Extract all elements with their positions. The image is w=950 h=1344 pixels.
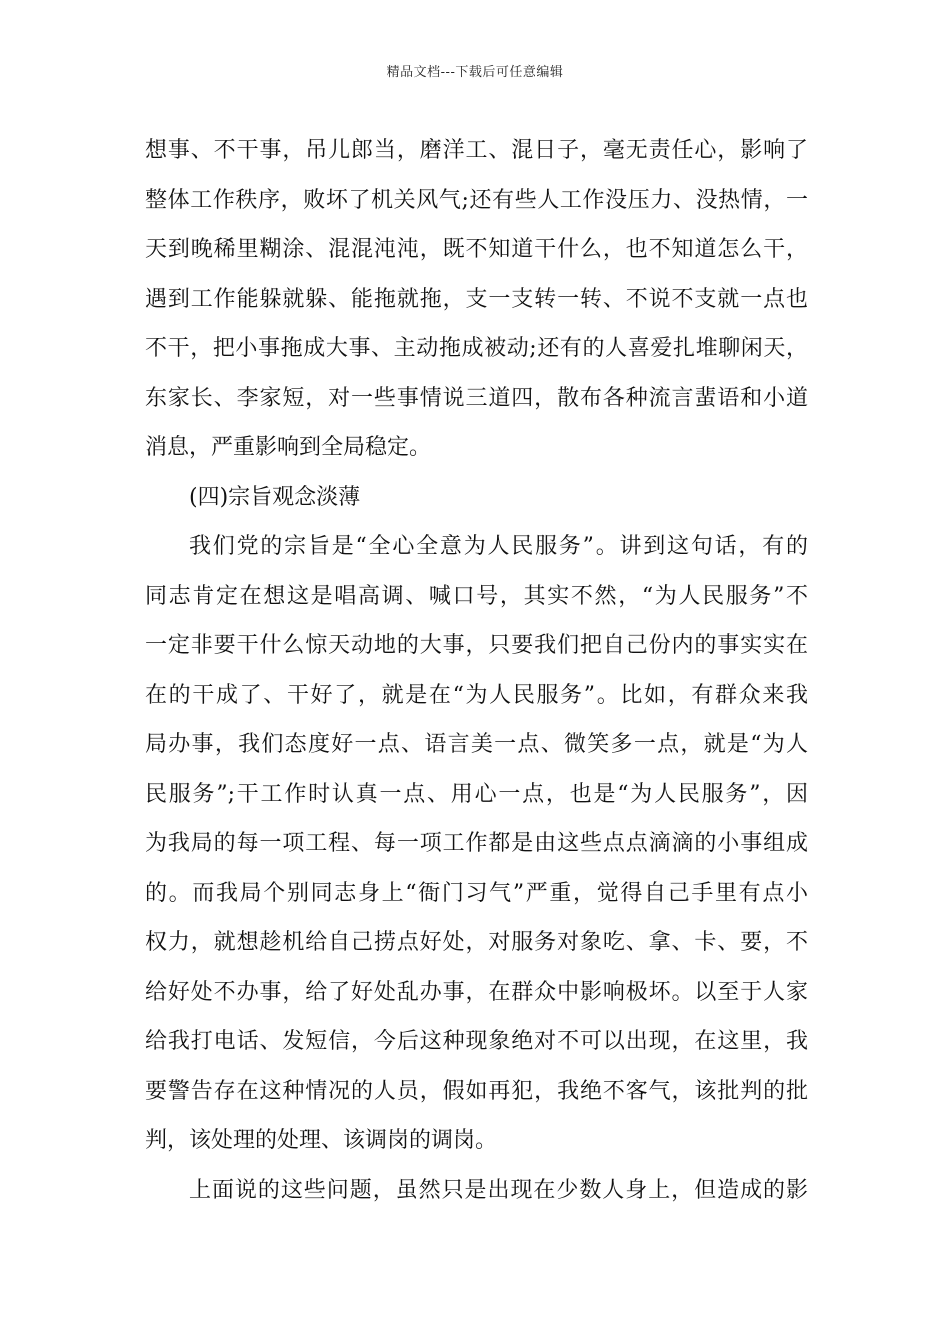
text-line: 天到晚稀里糊涂、混混沌沌，既不知道干什么，也不知道怎么干，: [145, 237, 808, 262]
text-line: 判，该处理的处理、该调岗的调岗。: [145, 1128, 498, 1153]
page-header: 精品文档---下载后可任意编辑: [386, 65, 564, 80]
section-heading: [145, 473, 808, 523]
text-line: 的。而我局个别同志身上“衙门习气”严重，觉得自己手里有点小: [145, 880, 808, 906]
text-line: 东家长、李家短，对一些事情说三道四，散布各种流言蜚语和小道: [145, 385, 808, 411]
text-line: 给我打电话、发短信，今后这种现象绝对不可以出现，在这里，我: [145, 1029, 808, 1054]
text-line: 民服务”;干工作时认真一点、用心一点，也是“为人民服务”，因: [145, 781, 808, 807]
text-line: 同志肯定在想这是唱高调、喊口号，其实不然，“为人民服务”不: [145, 583, 808, 609]
text-line: 不干，把小事拖成大事、主动拖成被动;还有的人喜爱扎堆聊闲天，: [145, 336, 808, 361]
text-line: 上面说的这些问题，虽然只是出现在少数人身上，但造成的影: [189, 1177, 808, 1203]
text-line: 要警告存在这种情况的人员，假如再犯，我绝不客气，该批判的批: [145, 1078, 808, 1104]
text-line: 权力，就想趁机给自己捞点好处，对服务对象吃、拿、卡、要，不: [145, 930, 808, 955]
text-line: 一定非要干什么惊天动地的大事，只要我们把自己份内的事实实在: [145, 633, 808, 658]
paragraph: [145, 522, 808, 1166]
text-line: 想事、不干事，吊儿郎当，磨洋工、混日子，毫无责任心，影响了: [145, 138, 808, 163]
text-line: 消息，严重影响到全局稳定。: [145, 435, 432, 460]
text-line: 我们党的宗旨是“全心全意为人民服务”。讲到这句话，有的: [189, 534, 808, 559]
paragraph: [145, 126, 808, 473]
text-line: 给好处不办事，给了好处乱办事，在群众中影响极坏。以至于人家: [145, 979, 808, 1005]
document-body: [145, 126, 808, 1215]
text-line: 整体工作秩序，败坏了机关风气;还有些人工作没压力、没热情，一: [145, 187, 808, 213]
paragraph: [145, 1166, 808, 1216]
text-line: 为我局的每一项工程、每一项工作都是由这些点点滴滴的小事组成: [145, 831, 808, 856]
text-line: 在的干成了、干好了，就是在“为人民服务”。比如，有群众来我: [145, 682, 808, 708]
text-line: 遇到工作能躲就躲、能拖就拖，支一支转一转、不说不支就一点也: [145, 286, 808, 312]
heading-text: (四)宗旨观念淡薄: [189, 484, 361, 510]
text-line: 局办事，我们态度好一点、语言美一点、微笑多一点，就是“为人: [145, 732, 808, 757]
